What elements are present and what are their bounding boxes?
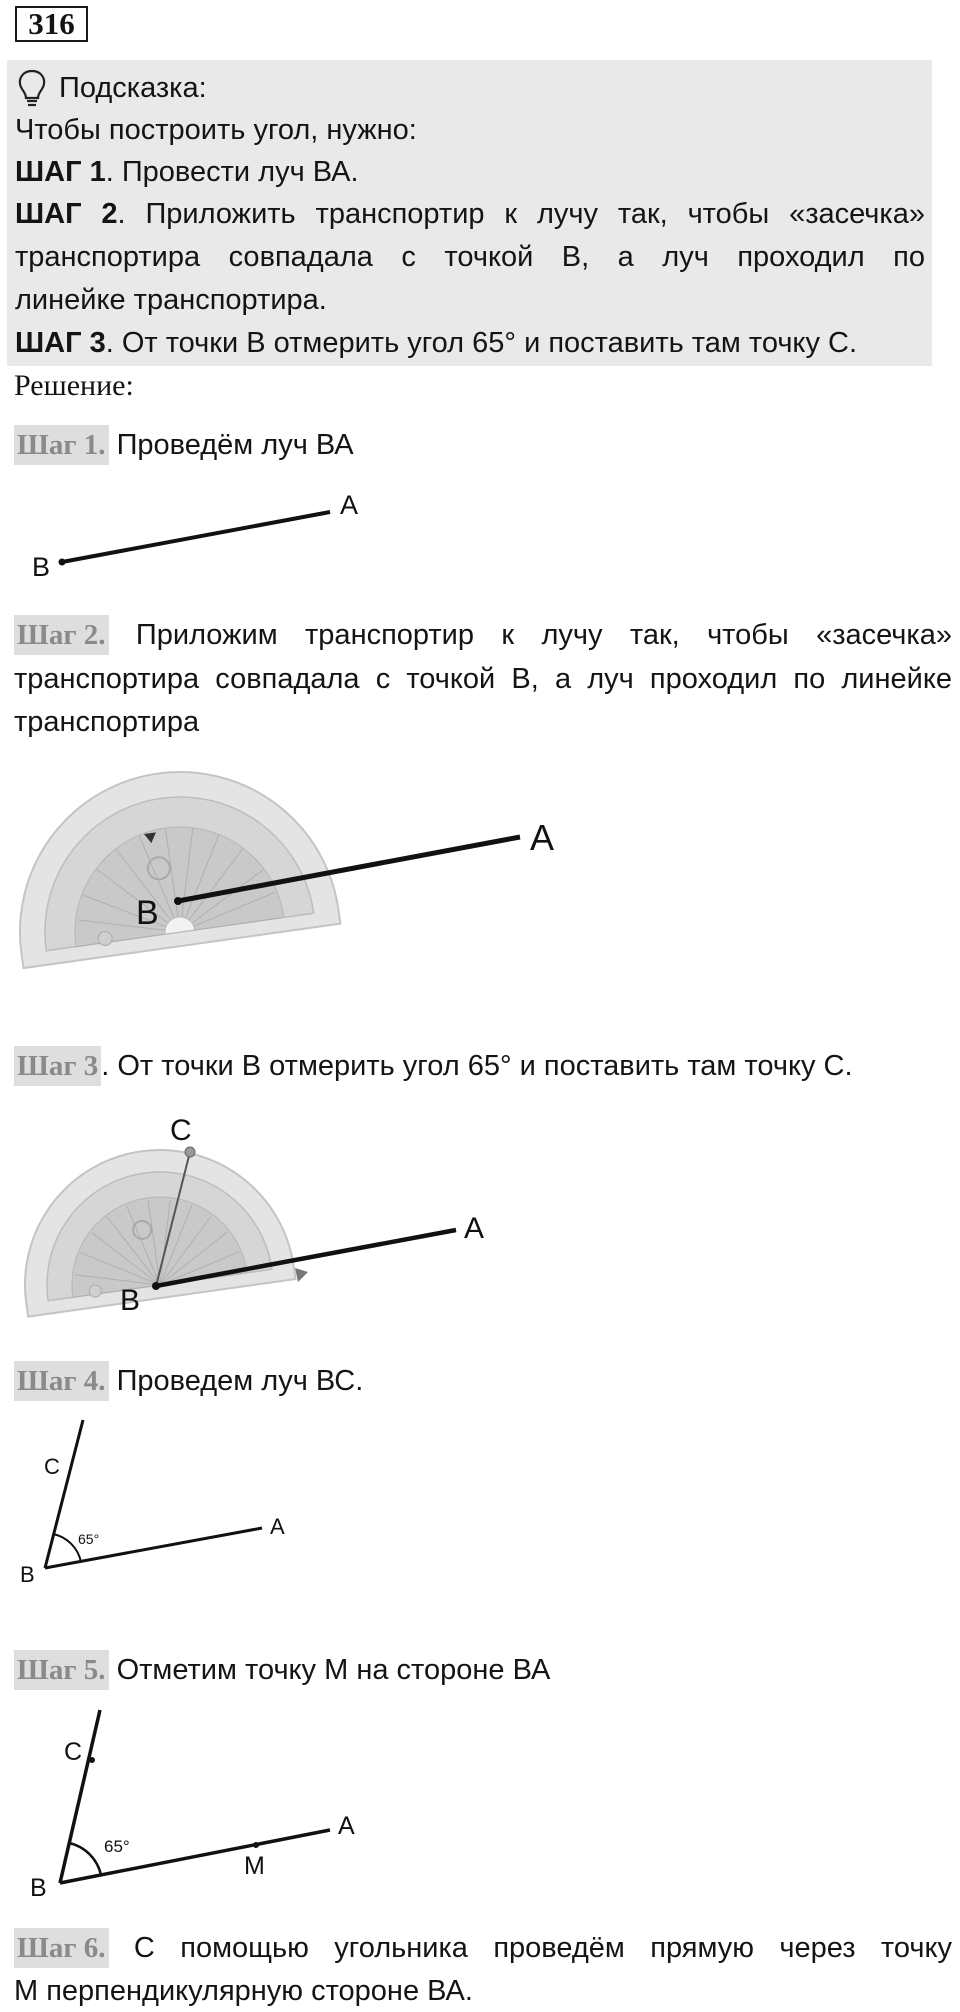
- hint-step-2-text: . Приложить транспортир к лучу так, чтобы «засечка»: [117, 198, 925, 230]
- step-1-text: Проведём луч ВА: [108, 429, 354, 461]
- step-6-line-1: [14, 1927, 952, 1969]
- point-b: [152, 1282, 160, 1290]
- hint-step-2-line-3: линейке транспортира.: [15, 284, 327, 316]
- step-2-text-1: Приложим транспортир к лучу так, чтобы «засечка»: [108, 619, 952, 651]
- hint-step-1: [15, 152, 925, 192]
- label-c: C: [44, 1454, 60, 1479]
- label-b: B: [136, 894, 159, 932]
- point-m: [253, 1842, 259, 1848]
- ray-ba: [62, 512, 330, 562]
- step-4-heading: [14, 1360, 363, 1402]
- figure-step-3: [0, 1110, 960, 1330]
- point-c: [185, 1147, 195, 1157]
- step-1-label: Шаг 1.: [14, 425, 109, 465]
- step-3-text: . От точки В отмерить угол 65° и поставить там точку С.: [101, 1050, 853, 1082]
- step-6-text-1: С помощью угольника проведём прямую через точку: [108, 1932, 952, 1964]
- label-b: B: [20, 1562, 35, 1587]
- ray-bc: [60, 1710, 100, 1883]
- label-b: B: [32, 552, 51, 582]
- point-c: [89, 1757, 95, 1763]
- hint-step-3-label: ШАГ 3: [15, 327, 106, 359]
- label-a: A: [340, 490, 359, 520]
- step-3-heading: [14, 1045, 853, 1087]
- hint-step-2-line-1: [15, 194, 925, 234]
- figure-step-5: [0, 1700, 960, 1900]
- label-c: C: [170, 1114, 192, 1147]
- hint-step-1-label: ШАГ 1: [15, 156, 106, 188]
- point-b: [59, 559, 66, 566]
- solution-title: Решение:: [14, 369, 134, 402]
- protractor: [8, 1133, 296, 1317]
- hint-title: Подсказка:: [59, 72, 207, 104]
- step-5-label: Шаг 5.: [14, 1650, 109, 1690]
- step-2-line-1: [14, 614, 952, 656]
- label-c: C: [64, 1738, 83, 1766]
- hint-step-3-text: . От точки В отмерить угол 65° и поставить там точку С.: [105, 327, 857, 359]
- step-4-label: Шаг 4.: [14, 1361, 109, 1401]
- step-2-line-2: транспортира совпадала с точкой В, а луч проходил по линейке: [14, 663, 952, 695]
- point-b: [174, 897, 182, 905]
- label-b: B: [120, 1284, 141, 1317]
- figure-step-1: [0, 480, 960, 590]
- angle-label: 65°: [78, 1531, 100, 1547]
- protractor: [0, 751, 340, 968]
- problem-number: 316: [15, 6, 88, 42]
- step-2-line-3: транспортира: [14, 706, 200, 738]
- step-2-label: Шаг 2.: [14, 615, 109, 655]
- step-6-line-2: М перпендикулярную стороне ВА.: [14, 1975, 473, 2007]
- hint-step-1-text: . Провести луч ВА.: [105, 156, 359, 188]
- hint-step-2-line-2: транспортира совпадала с точкой В, а луч проходил по: [15, 241, 925, 273]
- hint-box: [7, 60, 932, 366]
- angle-arc: [53, 1534, 81, 1562]
- label-b: B: [30, 1874, 47, 1902]
- label-m: M: [244, 1852, 265, 1880]
- angle-label: 65°: [104, 1837, 130, 1856]
- step-5-heading: [14, 1649, 550, 1691]
- label-a: A: [270, 1514, 285, 1539]
- hint-intro: Чтобы построить угол, нужно:: [15, 114, 417, 146]
- step-1-heading: [14, 424, 354, 466]
- figure-step-4: [0, 1410, 960, 1590]
- figure-step-2: [0, 770, 960, 990]
- step-4-text: Проведем луч ВС.: [108, 1365, 364, 1397]
- hint-step-2-label: ШАГ 2: [15, 198, 118, 230]
- step-3-label: Шаг 3: [14, 1046, 101, 1086]
- label-a: A: [464, 1212, 485, 1245]
- angle-arc: [69, 1843, 101, 1875]
- step-6-label: Шаг 6.: [14, 1928, 109, 1968]
- step-5-text: Отметим точку М на стороне ВА: [108, 1654, 551, 1686]
- lightbulb-icon: [15, 68, 49, 108]
- hint-step-3: [15, 323, 925, 363]
- label-a: A: [338, 1812, 355, 1840]
- label-a: A: [530, 817, 555, 858]
